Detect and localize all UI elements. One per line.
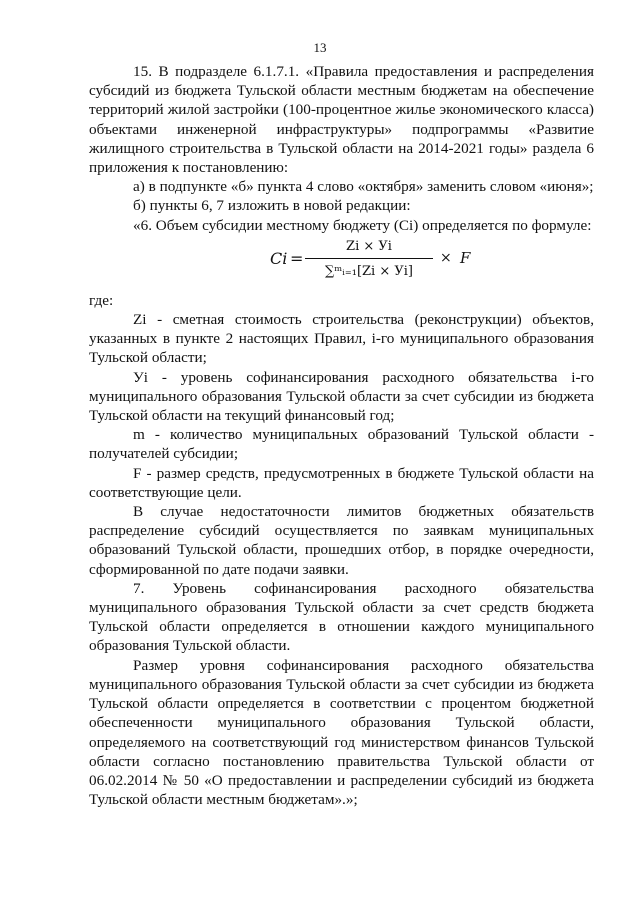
where-label: где: — [89, 291, 114, 309]
formula-factor: F — [460, 248, 471, 267]
definition-f: F - размер средств, предусмотренных в бюджете Тульской области на соответствующие цели. — [89, 464, 594, 501]
paragraph-15: 15. В подразделе 6.1.7.1. «Правила предоставления и распределения субсидий из бюджета Тульской области местным бюджетам на обеспечение территорий жилой застройки (100-процентное жилье экономического класса) объектами инженерной инфраструктуры» подпрограммы «Развитие жилищного строительства в Тульской области на 2014-2021 годы» раздела 6 приложения к постановлению: — [89, 63, 594, 177]
point-7: 7. Уровень софинансирования расходного обязательства муниципального образования Тульской области за счет средств бюджета Тульской области определяется в отношении каждого муниципального образования Тульской области. — [89, 579, 594, 655]
formula-times: × — [440, 249, 452, 266]
definition-yi: Уi - уровень софинансирования расходного обязательства i-го муниципального образования Тульской области за счет субсидии из бюджета Тульской области на текущий финансовый год; — [89, 368, 594, 425]
shortage-paragraph: В случае недостаточности лимитов бюджетных обязательств распределение субсидий осуществляется по заявкам муниципальных образований Тульской области, прошедших отбор, в порядке очередности, сформированной по дате подачи заявки. — [89, 503, 594, 578]
subsidy-formula — [89, 237, 594, 287]
cofinancing-size-paragraph: Размер уровня софинансирования расходного обязательства муниципального образования Тульской области за счет субсидии из бюджета Тульской области определяется в соответствии с процентом бюджетной обеспеченности муниципального образования Тульской области, определяемого на соответствующий год министерством финансов Тульской области согласно постановлению правительства Тульской области от 06.02.2014 № 50 «О предоставлении и распределении субсидий из бюджета Тульской области местным бюджетам».»; — [89, 656, 594, 809]
document-body — [89, 62, 594, 809]
definition-zi: Zi - сметная стоимость строительства (реконструкции) объектов, указанных в пункте 2 настоящих Правил, i-го муниципального образования Тульской области; — [89, 311, 594, 367]
formula-numerator: Zi × Уi — [305, 237, 433, 259]
formula-denominator: ∑ᵐᵢ₌₁[Zi × Уi] — [325, 264, 413, 280]
formula-lhs: Ci — [270, 248, 288, 268]
formula-equals: = — [290, 248, 304, 268]
formula-fraction — [305, 237, 433, 281]
subpoint-b: б) пункты 6, 7 изложить в новой редакции: — [133, 197, 411, 215]
page-number: 13 — [313, 40, 327, 55]
subpoint-a: а) в подпункте «б» пункта 4 слово «октября» заменить словом «июня»; — [133, 178, 594, 196]
definition-m: m - количество муниципальных образований Тульской области - получателей субсидии; — [89, 426, 594, 463]
point-6-intro: «6. Объем субсидии местному бюджету (Ci) определяется по формуле: — [133, 216, 592, 234]
